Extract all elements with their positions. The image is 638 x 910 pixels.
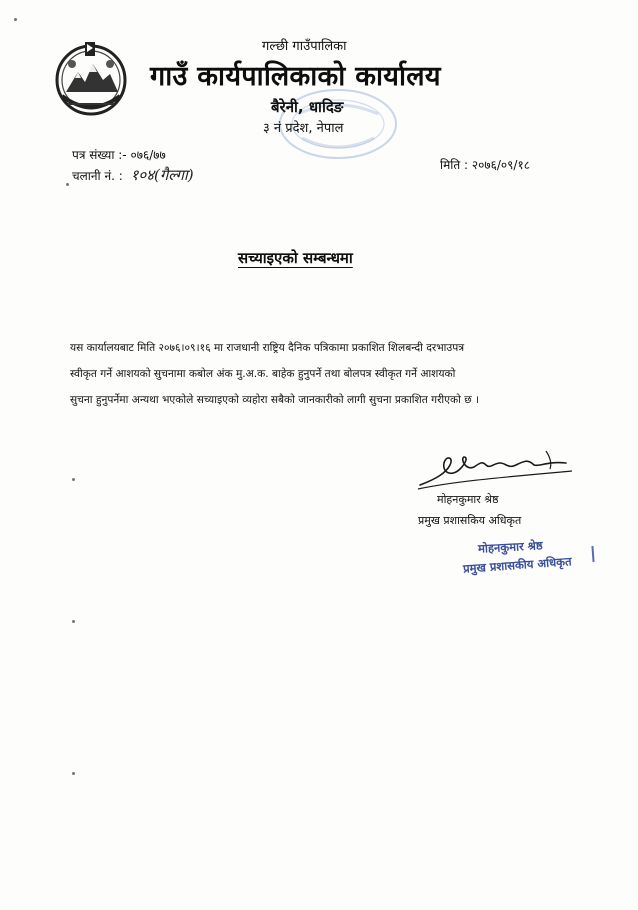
nepal-government-emblem-icon <box>48 34 134 120</box>
scan-speck <box>14 18 17 21</box>
stamp-edge-mark <box>591 546 594 562</box>
letter-number-label: पत्र संख्या :- <box>72 148 127 162</box>
stamp-signatory-title: प्रमुख प्रशासकीय अधिकृत <box>462 554 572 576</box>
scan-speck <box>72 620 75 623</box>
body-paragraph <box>70 335 570 413</box>
date-line <box>440 156 530 173</box>
signatory-name: मोहनकुमार श्रेष्ठ <box>437 493 499 506</box>
body-line: यस कार्यालयबाट मिति २०७६।०९।१६ मा राजधानी राष्ट्रिय दैनिक पत्रिकामा प्रकाशित शिलबन्दी दरभाउपत्र <box>70 342 465 354</box>
scan-speck <box>66 183 69 186</box>
office-address: बैरेनी, धादिङ <box>271 98 344 116</box>
dispatch-number-label: चलानी नं. : <box>72 169 123 183</box>
office-name: गाउँ कार्यपालिकाको कार्यालय <box>150 61 441 92</box>
handwritten-signature <box>416 443 576 498</box>
subject-heading: सच्याइएको सम्बन्धमा <box>238 249 353 267</box>
letter-number-line <box>72 146 166 163</box>
letter-number-value: ०७६/७७ <box>130 148 166 162</box>
scan-speck <box>72 772 75 775</box>
body-line: सुचना हुनुपर्नेमा अन्यथा भएकोले सच्याइएको व्यहोरा सबैको जानकारीको लागी सुचना प्रकाशित गरीएको छ । <box>70 394 480 406</box>
dispatch-number-line <box>72 165 194 185</box>
municipality-name: गल्छी गाउँपालिका <box>262 39 347 54</box>
scan-speck <box>72 478 75 481</box>
stamp-signatory-name: मोहनकुमार श्रेष्ठ <box>477 538 543 556</box>
signatory-title: प्रमुख प्रशासकिय अधिकृत <box>418 514 522 527</box>
date-label: मिति : <box>440 158 469 172</box>
body-line: स्वीकृत गर्ने आशयको सुचनामा कबोल अंक मु.अ.क. बाहेक हुनुपर्ने तथा बोलपत्र स्वीकृत गर्ने आशयको <box>70 368 456 380</box>
province-line: ३ नं प्रदेश, नेपाल <box>263 121 344 136</box>
dispatch-number-value: १०४(गैल्गा) <box>130 166 194 184</box>
date-value: २०७६/०९/१८ <box>471 158 530 172</box>
